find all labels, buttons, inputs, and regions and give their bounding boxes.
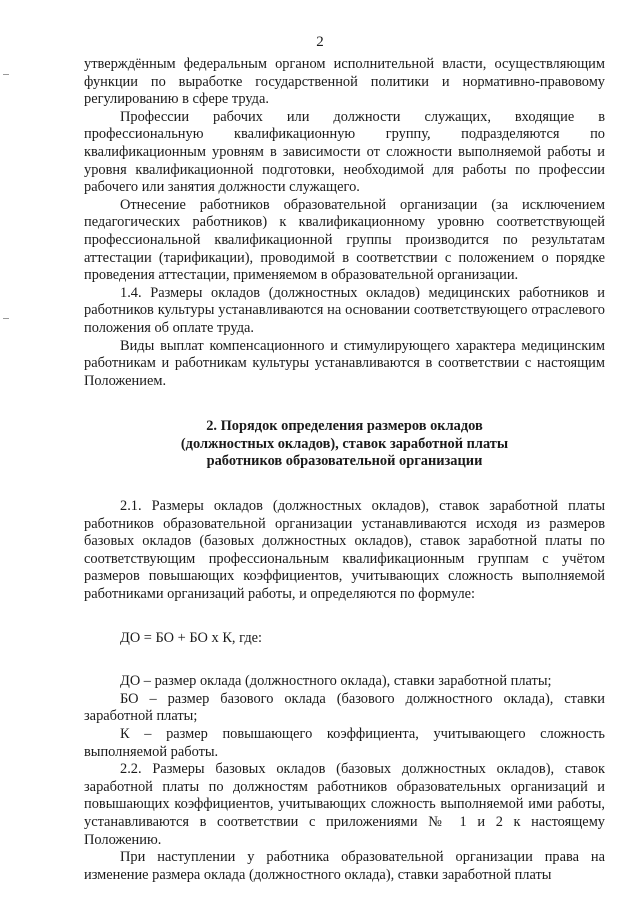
section-heading-line: 2. Порядок определения размеров окладов [206, 418, 483, 435]
page-number: 2 [316, 34, 324, 50]
paragraph-attestation: Отнесение работников образовательной организации (за исключением педагогических работников) к квалификационному уровню соответствующей профессиональной квалификационной группы производится по результатам аттестации (тарификации), проводимой в соответствии с положением о порядке проведения аттестации, применяемом в образовательной организации. [84, 196, 605, 284]
section-heading-line: (должностных окладов), ставок заработной платы [180, 435, 509, 452]
scan-margin-mark [3, 318, 9, 319]
paragraph-payments: Виды выплат компенсационного и стимулирующего характера медицинским работникам и работникам культуры устанавливаются в соответствии с настоящим Положением. [84, 337, 605, 389]
section-heading [84, 418, 605, 471]
scan-margin-mark [3, 74, 9, 75]
formula: ДО = БО + БО х К, где: [120, 629, 263, 646]
definition-do: ДО – размер оклада (должностного оклада), ставки заработной платы; [120, 673, 552, 690]
definition-k: К – размер повышающего коэффициента, учитывающего сложность выполняемой работы. [84, 726, 605, 760]
document-body [84, 56, 605, 884]
section-heading-line: работников образовательной организации [206, 453, 483, 470]
paragraph-continuation: утверждённым федеральным органом исполнительной власти, осуществляющим функции по выработке государственной политики и нормативно-правовому регулированию в сфере труда. [84, 56, 605, 108]
paragraph-last: При наступлении у работника образовательной организации права на изменение размера оклада (должностного оклада), ставки заработной платы [84, 849, 605, 883]
paragraph-1-4: 1.4. Размеры окладов (должностных окладов) медицинских работников и работников культуры устанавливаются на основании соответствующего отраслевого положения об оплате труда. [84, 284, 605, 336]
definition-bo: БО – размер базового оклада (базового должностного оклада), ставки заработной платы; [84, 690, 605, 725]
paragraph-professions: Профессии рабочих или должности служащих, входящие в профессиональную квалификационную группу, подразделяются по квалификационным уровням в зависимости от сложности выполняемой работы и уровня квалификационной подготовки, необходимой для работы по профессии рабочего или занятия должности служащего. [84, 108, 605, 196]
paragraph-2-2: 2.2. Размеры базовых окладов (базовых должностных окладов), ставок заработной платы по должностям работников образовательных организаций и повышающих коэффициентов, учитывающих сложность выполняемой ими работы, устанавливаются в соответствии с приложениями № 1 и 2 к настоящему Положению. [84, 761, 605, 848]
paragraph-2-1: 2.1. Размеры окладов (должностных окладов), ставок заработной платы работников образовательной организации устанавливаются исходя из размеров базовых окладов (базовых должностных окладов), ставок заработной платы по соответствующим профессиональным квалификационным группам с учётом размеров повышающих коэффициентов, учитывающих сложность выполняемой работниками организаций работы, и определяются по формуле: [84, 498, 605, 603]
